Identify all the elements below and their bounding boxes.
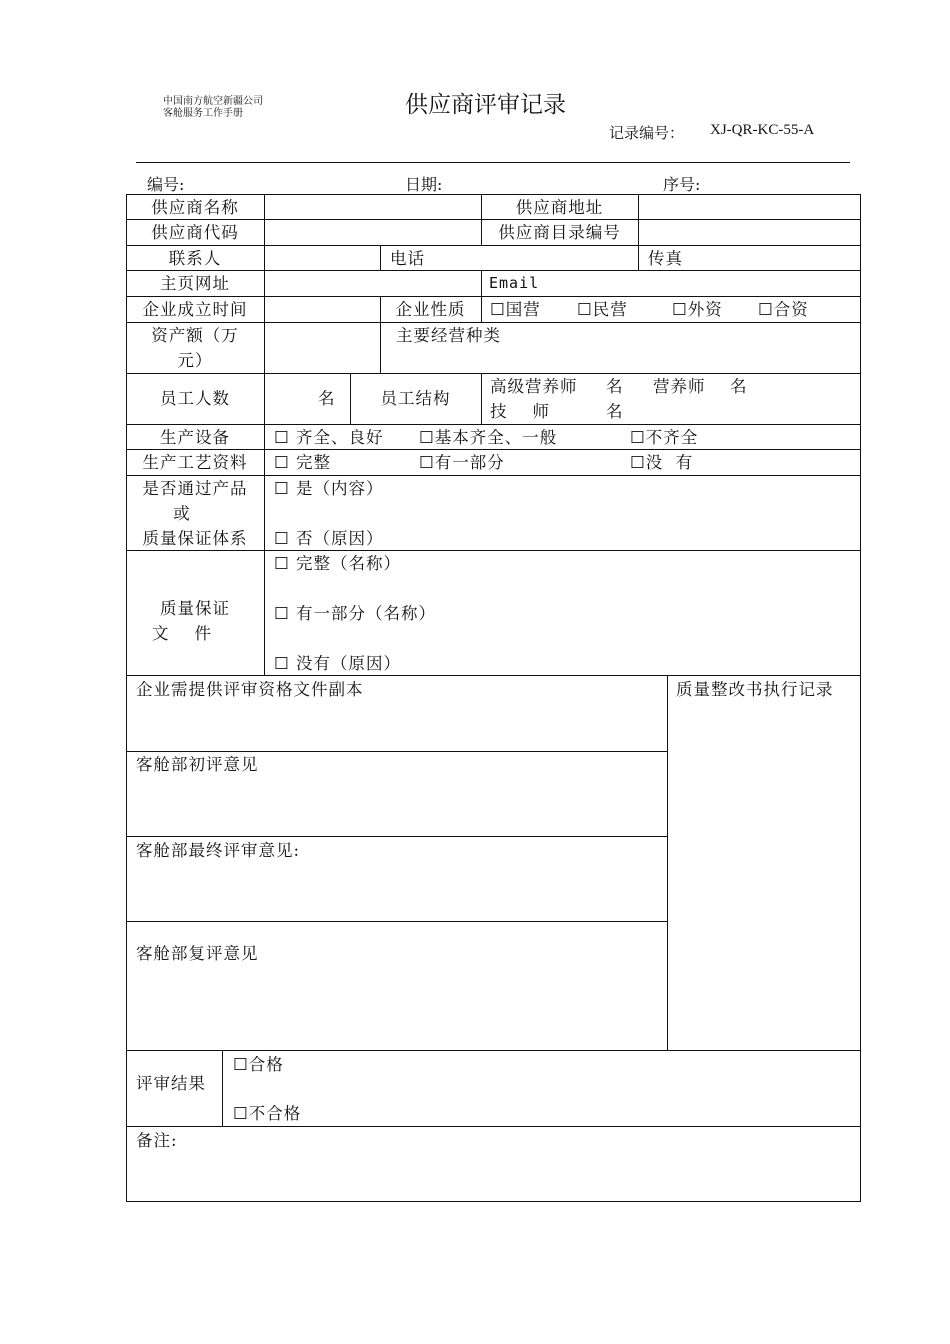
phone-label: 电话 xyxy=(390,249,425,268)
equipment-option-complete[interactable]: ☐ 齐全、良好 xyxy=(274,428,384,447)
row-line xyxy=(126,1050,860,1051)
record-number-label: 记录编号： xyxy=(609,124,685,142)
final-review-label: 客舱部最终评审意见: xyxy=(136,841,301,860)
col-line xyxy=(222,1050,223,1126)
qa-option-partial[interactable]: ☐ 有一部分（名称） xyxy=(274,604,437,623)
qa-option-none[interactable]: ☐ 没有（原因） xyxy=(274,654,402,673)
initial-review-label: 客舱部初评意见 xyxy=(136,755,259,774)
process-option-none[interactable]: ☐没 有 xyxy=(630,453,694,472)
nature-option-private[interactable]: ☐民营 xyxy=(577,300,628,319)
staff-count-label: 员工人数 xyxy=(160,389,230,408)
number-label: 编号: xyxy=(147,175,185,194)
qualification-copies-label: 企业需提供评审资格文件副本 xyxy=(136,680,364,699)
dietitian-unit: 名 xyxy=(730,377,748,396)
equipment-label: 生产设备 xyxy=(160,428,230,447)
homepage-label: 主页网址 xyxy=(160,274,230,293)
review-result-label: 评审结果 xyxy=(136,1074,206,1093)
assets-label-line2: 元） xyxy=(177,351,213,370)
row-line xyxy=(126,836,667,837)
equipment-option-basic[interactable]: ☐基本齐全、一般 xyxy=(419,428,558,447)
staff-count-unit: 名 xyxy=(318,389,336,408)
process-option-complete[interactable]: ☐ 完整 xyxy=(274,453,332,472)
col-line xyxy=(481,373,482,424)
email-label: Email xyxy=(489,274,540,292)
col-line xyxy=(667,675,668,1050)
col-line xyxy=(481,296,482,322)
founded-label: 企业成立时间 xyxy=(142,300,248,319)
nature-label: 企业性质 xyxy=(395,300,466,319)
supplier-name-label: 供应商名称 xyxy=(151,198,239,217)
result-option-fail[interactable]: ☐不合格 xyxy=(233,1104,302,1123)
certification-label-line2: 或 xyxy=(173,504,191,523)
main-business-label: 主要经营种类 xyxy=(396,326,501,345)
rectification-record-label: 质量整改书执行记录 xyxy=(676,680,834,699)
row-line xyxy=(126,675,860,676)
equipment-option-incomplete[interactable]: ☐不齐全 xyxy=(630,428,699,447)
col-line xyxy=(264,194,265,675)
technician-unit: 名 xyxy=(606,402,624,421)
col-line xyxy=(380,245,381,270)
remarks-label: 备注: xyxy=(136,1131,178,1150)
date-label: 日期: xyxy=(405,175,443,194)
process-docs-label: 生产工艺资料 xyxy=(142,453,248,472)
nature-option-state[interactable]: ☐国营 xyxy=(490,300,541,319)
technician-label: 技 师 xyxy=(490,402,550,421)
supplier-catalog-label: 供应商目录编号 xyxy=(498,223,621,242)
contact-label: 联系人 xyxy=(168,249,222,268)
col-line xyxy=(638,194,639,270)
assets-label-line1: 资产额（万 xyxy=(151,326,239,345)
staff-structure-label: 员工结构 xyxy=(380,389,451,408)
nature-option-foreign[interactable]: ☐外资 xyxy=(672,300,723,319)
nature-option-joint[interactable]: ☐合资 xyxy=(758,300,809,319)
company-line-1: 中国南方航空新疆公司 xyxy=(163,96,263,107)
fax-label: 传真 xyxy=(648,249,683,268)
supplier-code-label: 供应商代码 xyxy=(151,223,239,242)
row-line xyxy=(126,921,667,922)
page-title: 供应商评审记录 xyxy=(405,92,566,118)
supplier-address-label: 供应商地址 xyxy=(515,198,604,217)
certification-option-yes[interactable]: ☐ 是（内容） xyxy=(274,479,384,498)
company-name xyxy=(163,96,263,120)
sequence-label: 序号: xyxy=(663,175,701,194)
company-line-2: 客舱服务工作手册 xyxy=(163,108,243,119)
qa-option-complete[interactable]: ☐ 完整（名称） xyxy=(274,554,402,573)
re-review-label: 客舱部复评意见 xyxy=(136,944,259,963)
certification-option-no[interactable]: ☐ 否（原因） xyxy=(274,529,384,548)
senior-dietitian-label: 高级营养师 xyxy=(490,377,578,396)
senior-dietitian-unit: 名 xyxy=(606,377,624,396)
qa-docs-label-line1: 质量保证 xyxy=(160,599,230,618)
result-option-pass[interactable]: ☐合格 xyxy=(233,1055,284,1074)
record-number-value: XJ-QR-KC-55-A xyxy=(710,122,815,138)
col-line xyxy=(481,270,482,296)
header-divider xyxy=(136,162,850,163)
certification-label-line1: 是否通过产品 xyxy=(142,479,248,498)
process-option-partial[interactable]: ☐有一部分 xyxy=(419,453,505,472)
certification-label-line3: 质量保证体系 xyxy=(142,529,248,548)
dietitian-label: 营养师 xyxy=(653,377,706,396)
row-line xyxy=(126,1126,860,1127)
qa-docs-label-line2: 文 件 xyxy=(152,624,212,643)
